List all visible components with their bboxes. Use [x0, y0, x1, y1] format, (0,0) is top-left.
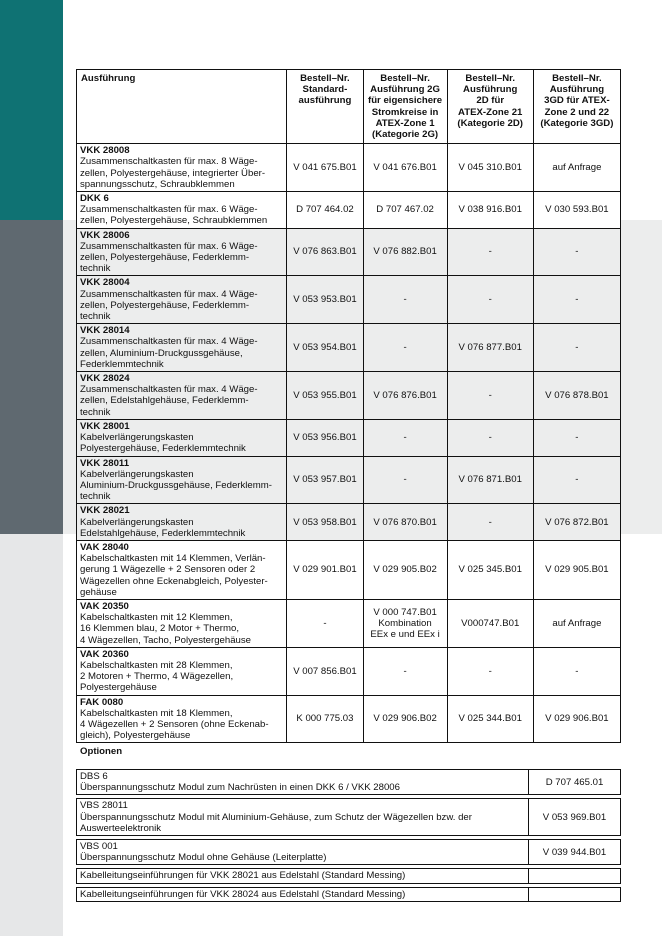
row-description	[77, 456, 287, 504]
row-description	[77, 647, 287, 695]
order-number-std: V 053 958.B01	[287, 504, 363, 541]
product-description: Zusammenschaltkasten für max. 4 Wäge- zellen, Edelstahlgehäuse, Federklemm- technik	[80, 384, 258, 418]
order-number-g2: V 029 906.B02	[363, 695, 447, 743]
row-description	[77, 695, 287, 743]
table-row	[77, 456, 621, 504]
product-name: VAK 28040	[80, 541, 129, 553]
product-name: VKK 28014	[80, 325, 130, 337]
order-number-d2: -	[447, 504, 533, 541]
order-number-std: K 000 775.03	[287, 695, 363, 743]
product-name: VKK 28024	[80, 373, 130, 385]
option-order-number	[528, 887, 621, 902]
product-description: Kabelschaltkasten mit 14 Klemmen, Verlän- gerung 1 Wägezelle + 2 Sensoren oder 2 Wägezellen ohne Eckenabgleich, Polyester- gehäuse	[80, 553, 268, 598]
product-description: Kabelverlängerungskasten Edelstahlgehäuse, Federklemmtechnik	[80, 516, 246, 539]
header-standard: Bestell–Nr. Standard- ausführung	[287, 70, 363, 144]
option-row	[76, 769, 621, 795]
order-number-g2: V 041 676.B01	[363, 144, 447, 192]
product-table	[76, 69, 621, 743]
table-header-row	[77, 70, 621, 144]
product-name: VKK 28001	[80, 420, 130, 432]
option-row	[76, 868, 621, 883]
order-number-d2: V 025 345.B01	[447, 540, 533, 599]
row-description	[77, 324, 287, 372]
product-description: Kabelschaltkasten mit 28 Klemmen, 2 Motoren + Thermo, 4 Wägezellen, Polyestergehäuse	[80, 659, 234, 694]
row-description	[77, 228, 287, 276]
table-row	[77, 372, 621, 420]
table-row	[77, 324, 621, 372]
order-number-gd3: V 076 872.B01	[533, 504, 620, 541]
order-number-std: D 707 464.02	[287, 192, 363, 229]
order-number-g2: V 000 747.B01 Kombination EEx e und EEx i	[363, 599, 447, 647]
order-number-g2: V 076 870.B01	[363, 504, 447, 541]
order-number-gd3: V 030 593.B01	[533, 192, 620, 229]
product-name: FAK 0080	[80, 696, 124, 708]
order-number-g2: V 076 876.B01	[363, 372, 447, 420]
order-number-gd3: -	[533, 228, 620, 276]
order-number-gd3: auf Anfrage	[533, 144, 620, 192]
product-name: VKK 28004	[80, 277, 130, 289]
option-order-number	[528, 868, 621, 883]
row-description	[77, 192, 287, 229]
table-row	[77, 540, 621, 599]
order-number-d2: -	[447, 647, 533, 695]
order-number-d2: -	[447, 276, 533, 324]
order-number-std: V 053 954.B01	[287, 324, 363, 372]
option-order-number: V 053 969.B01	[528, 798, 621, 836]
option-description: VBS 28011 Überspannungsschutz Modul mit Aluminium-Gehäuse, zum Schutz der Wägezellen bzw. der Auswerteelektronik	[76, 798, 528, 836]
option-description: Kabelleitungseinführungen für VKK 28021 aus Edelstahl (Standard Messing)	[76, 868, 528, 883]
product-description: Kabelverlängerungskasten Aluminium-Druckgussgehäuse, Federklemm- technik	[80, 468, 272, 503]
option-row	[76, 887, 621, 902]
option-description: VBS 001 Überspannungsschutz Modul ohne Gehäuse (Leiterplatte)	[76, 839, 528, 865]
product-description: Zusammenschaltkasten für max. 4 Wäge- zellen, Aluminium-Druckgussgehäuse, Federklemmtechnik	[80, 336, 258, 370]
option-description: Kabelleitungseinführungen für VKK 28024 aus Edelstahl (Standard Messing)	[76, 887, 528, 902]
option-description: DBS 6 Überspannungsschutz Modul zum Nachrüsten in einen DKK 6 / VKK 28006	[76, 769, 528, 795]
order-number-d2: -	[447, 419, 533, 456]
order-number-std: V 053 956.B01	[287, 419, 363, 456]
order-number-g2: -	[363, 324, 447, 372]
table-row	[77, 276, 621, 324]
order-number-gd3: V 029 905.B01	[533, 540, 620, 599]
row-description	[77, 540, 287, 599]
order-number-gd3: -	[533, 324, 620, 372]
order-number-std: V 053 957.B01	[287, 456, 363, 504]
order-number-d2: -	[447, 228, 533, 276]
order-number-g2: -	[363, 419, 447, 456]
product-name: VAK 20350	[80, 600, 129, 612]
product-name: VKK 28011	[80, 457, 130, 469]
order-number-gd3: V 029 906.B01	[533, 695, 620, 743]
table-row	[77, 599, 621, 647]
order-number-std: V 007 856.B01	[287, 647, 363, 695]
table-row	[77, 695, 621, 743]
option-order-number: V 039 944.B01	[528, 839, 621, 865]
header-2d: Bestell–Nr. Ausführung 2D für ATEX-Zone 21 (Kategorie 2D)	[447, 70, 533, 144]
order-number-gd3: auf Anfrage	[533, 599, 620, 647]
row-description	[77, 372, 287, 420]
teal-side-band	[0, 0, 63, 220]
order-number-d2: V 025 344.B01	[447, 695, 533, 743]
table-row	[77, 647, 621, 695]
order-number-d2: V 076 877.B01	[447, 324, 533, 372]
product-description: Kabelschaltkasten mit 18 Klemmen, 4 Wägezellen + 2 Sensoren (ohne Eckenab- gleich), Polyestergehäuse	[80, 707, 269, 742]
order-number-d2: V000747.B01	[447, 599, 533, 647]
order-number-g2: V 029 905.B02	[363, 540, 447, 599]
row-description	[77, 504, 287, 541]
order-number-d2: V 038 916.B01	[447, 192, 533, 229]
order-number-std: V 053 953.B01	[287, 276, 363, 324]
order-number-std: V 076 863.B01	[287, 228, 363, 276]
order-number-std: V 041 675.B01	[287, 144, 363, 192]
product-description: Zusammenschaltkasten für max. 6 Wäge- zellen, Polyestergehäuse, Schraubklemmen	[80, 204, 268, 227]
row-description	[77, 419, 287, 456]
options-title: Optionen	[80, 746, 123, 757]
product-description: Kabelschaltkasten mit 12 Klemmen, 16 Klemmen blau, 2 Motor + Thermo, 4 Wägezellen, Tacho, Polyestergehäuse	[80, 612, 252, 646]
header-2g: Bestell–Nr. Ausführung 2G für eigensichere Stromkreise in ATEX-Zone 1 (Kategorie 2G)	[363, 70, 447, 144]
order-number-std: V 029 901.B01	[287, 540, 363, 599]
product-description: Zusammenschaltkasten für max. 4 Wäge- zellen, Polyestergehäuse, Federklemm- technik	[80, 288, 258, 323]
row-description	[77, 599, 287, 647]
row-description	[77, 144, 287, 192]
order-number-d2: -	[447, 372, 533, 420]
order-number-gd3: -	[533, 419, 620, 456]
order-number-std: -	[287, 599, 363, 647]
header-3gd: Bestell–Nr. Ausführung 3GD für ATEX- Zone 2 und 22 (Kategorie 3GD)	[533, 70, 620, 144]
order-number-g2: -	[363, 647, 447, 695]
product-description: Kabelverlängerungskasten Polyestergehäuse, Federklemmtechnik	[80, 432, 246, 455]
order-number-d2: V 045 310.B01	[447, 144, 533, 192]
product-name: VAK 20360	[80, 648, 129, 660]
order-number-g2: V 076 882.B01	[363, 228, 447, 276]
order-number-d2: V 076 871.B01	[447, 456, 533, 504]
order-number-gd3: -	[533, 647, 620, 695]
product-description: Zusammenschaltkasten für max. 8 Wäge- zellen, Polyestergehäuse, integrierter Über- spannungsschutz, Schraubklemmen	[80, 156, 266, 190]
product-name: DKK 6	[80, 193, 109, 205]
product-name: VKK 28006	[80, 229, 130, 241]
option-row	[76, 839, 621, 865]
order-number-g2: D 707 467.02	[363, 192, 447, 229]
order-number-gd3: V 076 878.B01	[533, 372, 620, 420]
product-description: Zusammenschaltkasten für max. 6 Wäge- zellen, Polyestergehäuse, Federklemm- technik	[80, 240, 258, 275]
order-number-gd3: -	[533, 456, 620, 504]
light-side-band	[0, 534, 63, 936]
table-row	[77, 504, 621, 541]
slate-side-band	[0, 220, 63, 534]
product-name: VKK 28021	[80, 505, 130, 517]
order-number-gd3: -	[533, 276, 620, 324]
table-row	[77, 228, 621, 276]
order-number-std: V 053 955.B01	[287, 372, 363, 420]
product-name: VKK 28008	[80, 145, 130, 157]
header-ausfuehrung: Ausführung	[77, 70, 287, 144]
options-table	[76, 766, 621, 905]
table-row	[77, 419, 621, 456]
order-number-g2: -	[363, 456, 447, 504]
option-row	[76, 798, 621, 836]
order-number-g2: -	[363, 276, 447, 324]
option-order-number: D 707 465.01	[528, 769, 621, 795]
row-description	[77, 276, 287, 324]
table-row	[77, 192, 621, 229]
table-row	[77, 144, 621, 192]
